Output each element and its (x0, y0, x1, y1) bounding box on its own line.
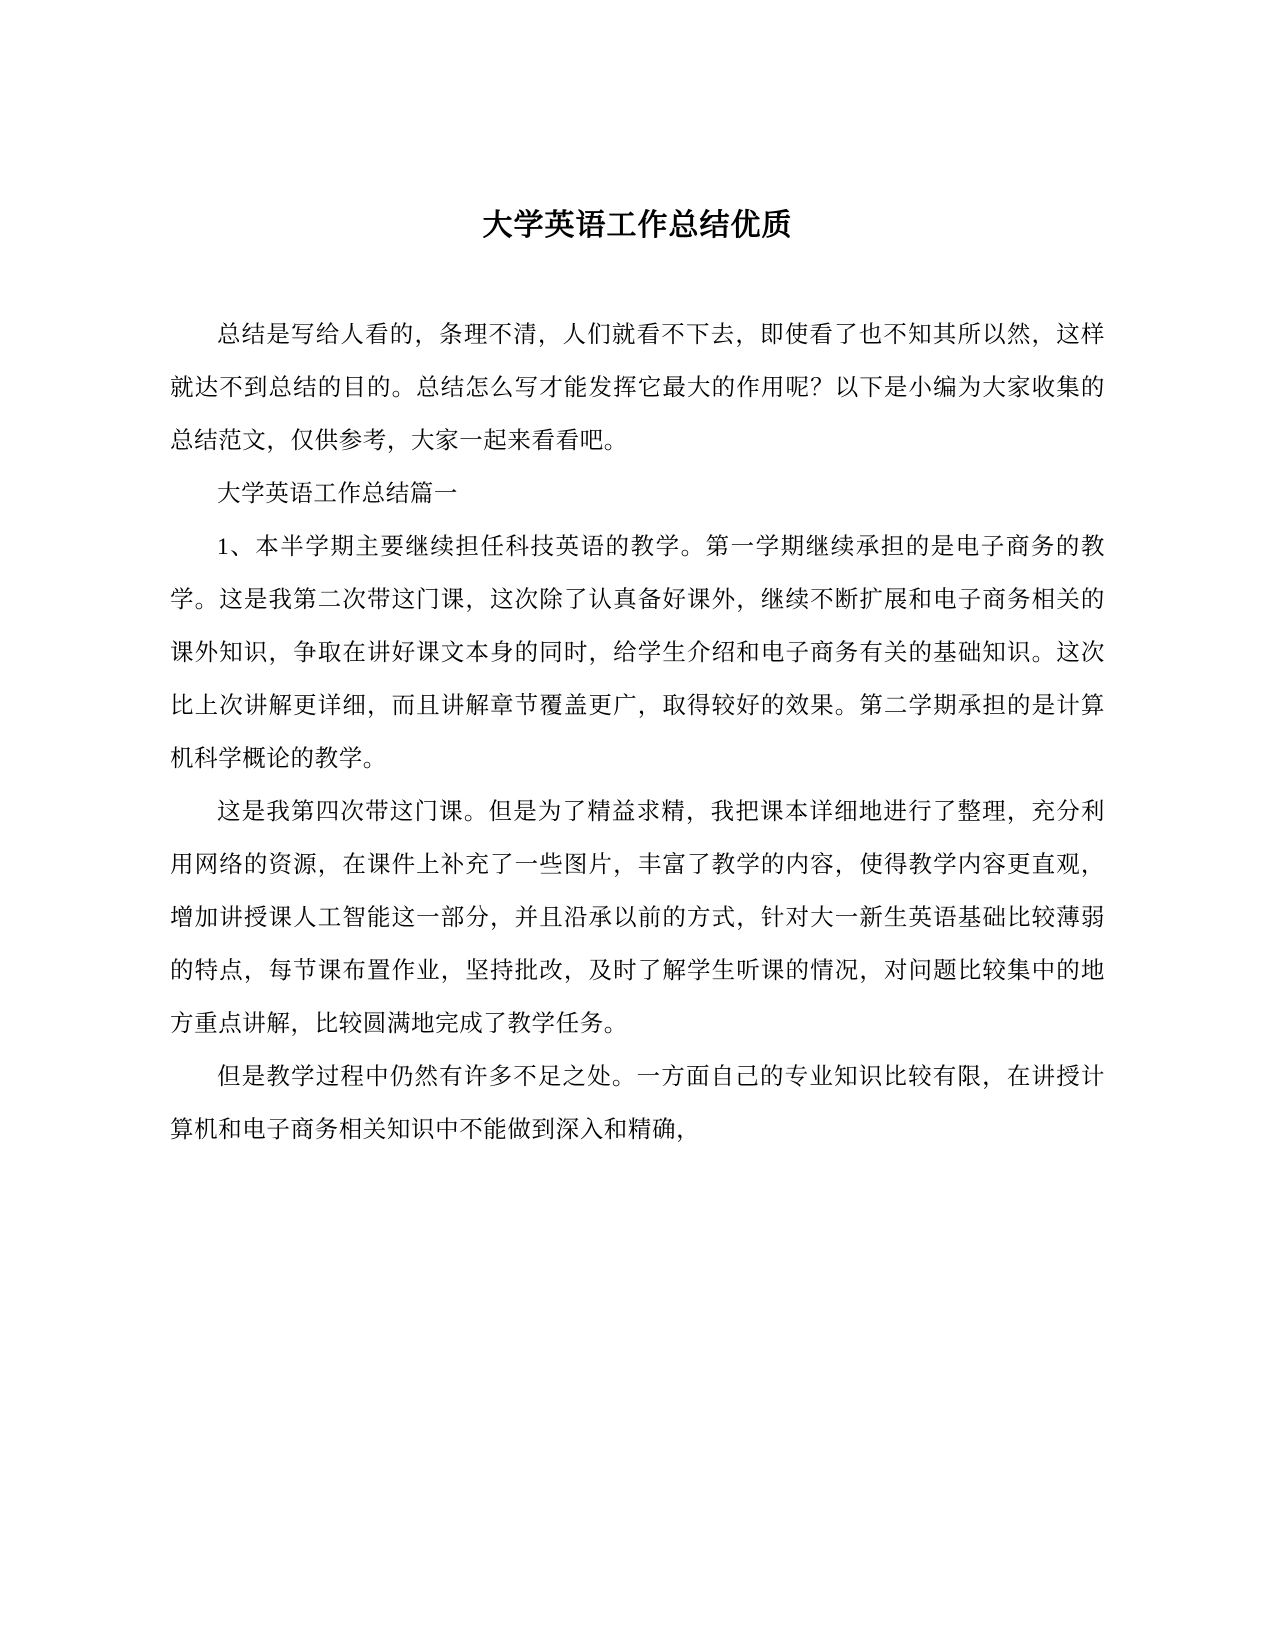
paragraph-item-2: 这是我第四次带这门课。但是为了精益求精，我把课本详细地进行了整理，充分利用网络的资源，在课件上补充了一些图片，丰富了教学的内容，使得教学内容更直观，增加讲授课人工智能这一部分，并且沿承以前的方式，针对大一新生英语基础比较薄弱的特点，每节课布置作业，坚持批改，及时了解学生听课的情况，对问题比较集中的地方重点讲解，比较圆满地完成了教学任务。 (170, 799, 1105, 1037)
page-title: 大学英语工作总结优质 (482, 209, 793, 242)
document-body (170, 309, 1105, 1157)
paragraph-item-1: 1、本半学期主要继续担任科技英语的教学。第一学期继续承担的是电子商务的教学。这是我第二次带这门课，这次除了认真备好课外，继续不断扩展和电子商务相关的课外知识，争取在讲好课文本身的同时，给学生介绍和电子商务有关的基础知识。这次比上次讲解更详细，而且讲解章节覆盖更广，取得较好的效果。第二学期承担的是计算机科学概论的教学。 (170, 534, 1105, 772)
paragraph-item-3: 但是教学过程中仍然有许多不足之处。一方面自己的专业知识比较有限，在讲授计算机和电子商务相关知识中不能做到深入和精确， (170, 1064, 1105, 1143)
paragraph-section-heading-1: 大学英语工作总结篇一 (217, 481, 458, 507)
paragraph-intro: 总结是写给人看的，条理不清，人们就看不下去，即使看了也不知其所以然，这样就达不到总结的目的。总结怎么写才能发挥它最大的作用呢？以下是小编为大家收集的总结范文，仅供参考，大家一起来看看吧。 (170, 322, 1105, 454)
